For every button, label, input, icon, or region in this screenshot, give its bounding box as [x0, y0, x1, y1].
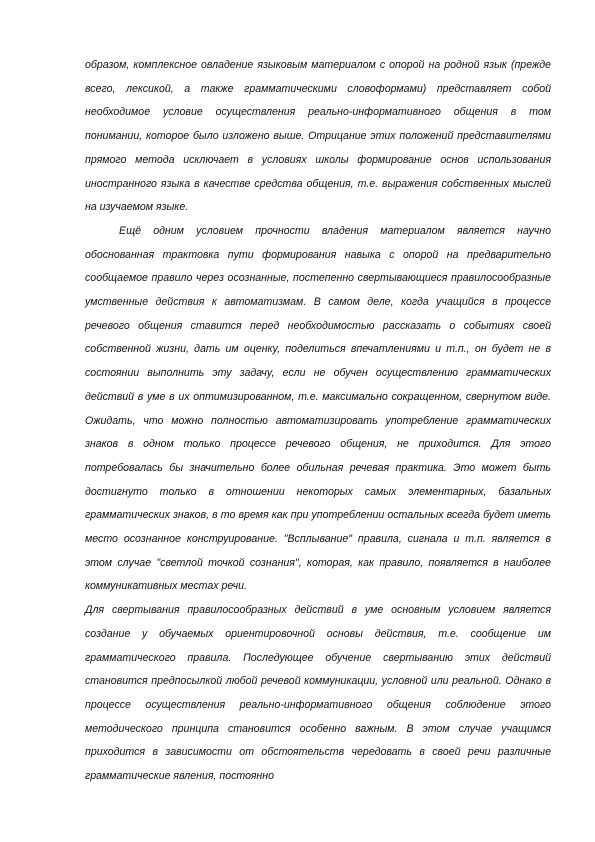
paragraph-1: образом, комплексное овладение языковым материалом с опорой на родной язык (прежде всего, лексикой, а также грамматическими словоформами) представляет собой необходимое условие осуществления реально-информативного общения в том понимании, которое было изложено выше. Отрицание этих положений представителями прямого метода исключает в условиях школы формирование основ использования иностранного языка в качестве средства общения, т.е. выражения собственных мыслей на изучаемом языке. [85, 59, 551, 214]
document-body [85, 54, 551, 789]
paragraph-2: Ещё одним условием прочности владения материалом является научно обоснованная трактовка пути формирования навыка с опорой на предварительно сообщаемое правило через осознанные, постепенно свертывающиеся правилосообразные умственные действия к автоматизмам. В самом деле, когда учащийся в процессе речевого общения ставится перед необходимостью рассказать о событиях своей собственной жизни, дать им оценку, поделиться впечатлениями и т.п., он будет не в состоянии выполнить эту задачу, если не обучен осуществлению грамматических действий в уме в их оптимизированном, т.е. максимально сокращенном, свернутом виде. Ожидать, что можно полностью автоматизировать употребление грамматических знаков в одном только процессе речевого общения, не приходится. Для этого потребовалась бы значительно более обильная речевая практика. Это может быть достигнуто только в отношении некоторых самых элементарных, базальных грамматических знаков, в то время как при употреблении остальных всегда будет иметь место осознанное конструирование. "Всплывание" правила, сигнала и т.п. является в этом случае "светлой точкой сознания", которая, как правило, появляется в наиболее коммуникативных местах речи. [85, 224, 551, 593]
paragraph-3: Для свертывания правилосообразных действий в уме основным условием является создание у обучаемых ориентировочной основы действия, т.е. сообщение им грамматического правила. Последующее обучение свертыванию этих действий становится предпосылкой любой речевой коммуникации, условной или реальной. Однако в процессе осуществления реально-информативного общения соблюдение этого методического принципа становится особенно важным. В этом случае учащимся приходится в зависимости от обстоятельств чередовать в своей речи различные грамматические явления, постоянно [85, 604, 551, 783]
